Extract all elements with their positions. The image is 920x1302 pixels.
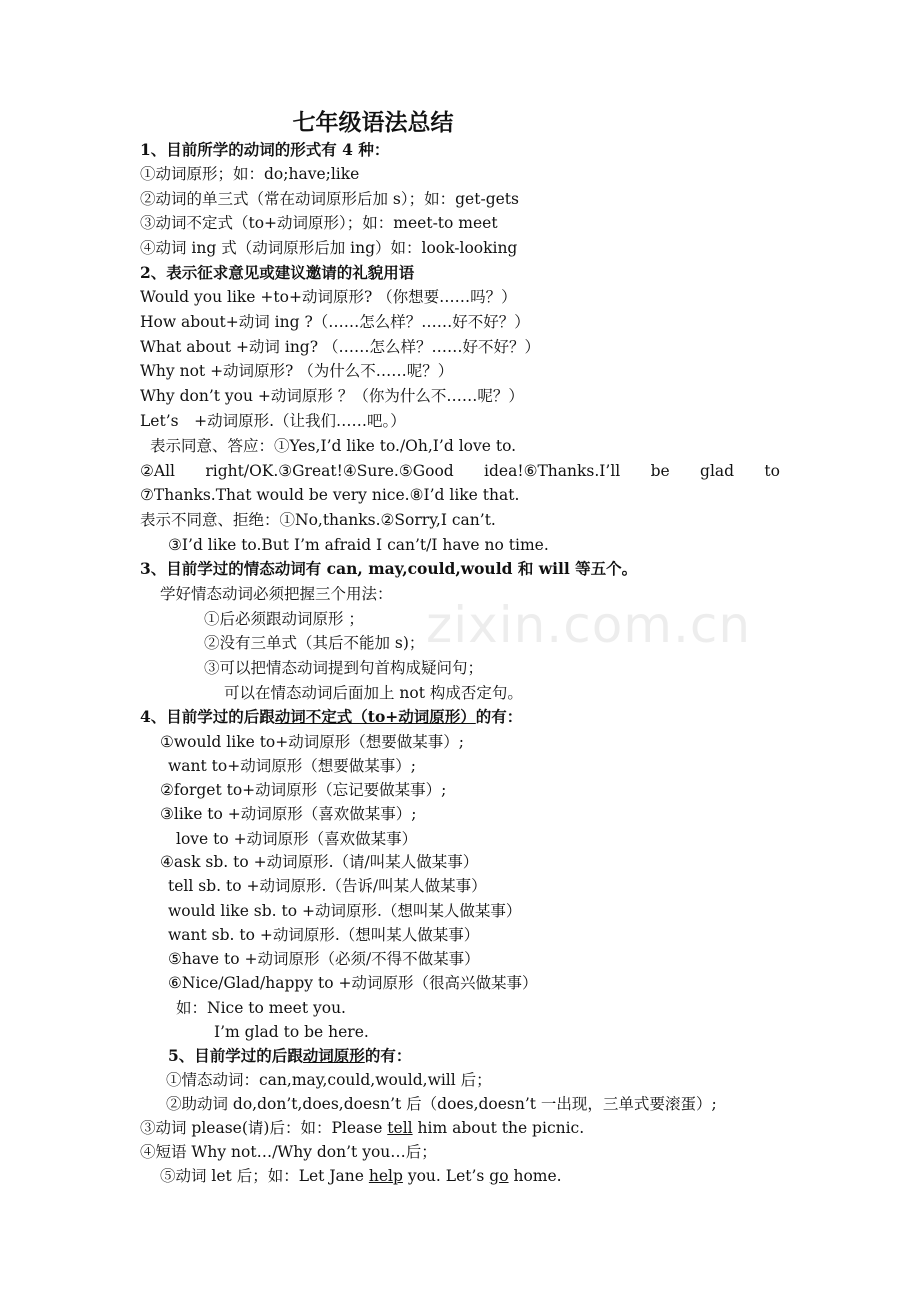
underlined-word: help bbox=[368, 1167, 403, 1185]
section-4-item: ③like to +动词原形（喜欢做某事）; bbox=[160, 805, 417, 823]
refuse-line-2: ③I’d like to.But I’m afraid I can’t/I have no time. bbox=[168, 536, 549, 554]
section-3-item: 可以在情态动词后面加上 not 构成否定句。 bbox=[224, 684, 523, 702]
section-4-item: ⑥Nice/Glad/happy to +动词原形（很高兴做某事） bbox=[168, 974, 538, 992]
section-3-item: ③可以把情态动词提到句首构成疑问句； bbox=[204, 659, 484, 677]
heading-text: 的有： bbox=[475, 707, 523, 726]
agree-word: idea!⑥Thanks.I’ll bbox=[484, 462, 621, 480]
section-5-item bbox=[160, 1164, 562, 1188]
agree-line-2 bbox=[140, 459, 780, 483]
section-2-item: Would you like +to+动词原形? （你想要……吗？） bbox=[140, 288, 517, 306]
section-2-item: Why not +动词原形? （为什么不……呢？） bbox=[140, 362, 454, 380]
section-4-item: want to+动词原形（想要做某事）; bbox=[168, 757, 416, 775]
section-4-item: ⑤have to +动词原形（必须/不得不做某事） bbox=[168, 950, 480, 968]
section-1-item: ③动词不定式（to+动词原形）；如：meet-to meet bbox=[140, 214, 498, 232]
section-1-heading: 1、目前所学的动词的形式有 4 种： bbox=[140, 140, 390, 159]
section-5-item: ④短语 Why not…/Why don’t you…后； bbox=[140, 1143, 437, 1161]
agree-word: glad bbox=[700, 462, 735, 480]
agree-word: right/OK.③Great!④Sure.⑤Good bbox=[205, 462, 454, 480]
section-5-item: ②助动词 do,don’t,does,doesn’t 后（does,doesn’t 一出现，三单式要滚蛋）; bbox=[166, 1095, 717, 1113]
section-2-item: Let’s +动词原形.（让我们……吧。） bbox=[140, 412, 406, 430]
heading-underlined: 动词原形 bbox=[302, 1046, 365, 1065]
section-5-item: ①情态动词：can,may,could,would,will 后； bbox=[166, 1071, 492, 1089]
page-title: 七年级语法总结 bbox=[292, 109, 454, 136]
item-text: ⑤动词 let 后；如：Let Jane bbox=[160, 1167, 369, 1185]
section-4-item: would like sb. to +动词原形.（想叫某人做某事） bbox=[168, 902, 522, 920]
watermark: zixin.com.cn bbox=[426, 596, 752, 654]
section-4-example: 如：Nice to meet you. bbox=[176, 999, 346, 1017]
section-5-item bbox=[140, 1116, 584, 1140]
section-1-item: ①动词原形；如：do;have;like bbox=[140, 165, 360, 183]
section-1-item: ④动词 ing 式（动词原形后加 ing）如：look-looking bbox=[140, 239, 518, 257]
section-5-heading bbox=[168, 1044, 411, 1068]
agree-word: to bbox=[764, 462, 780, 480]
section-4-item: ①would like to+动词原形（想要做某事）; bbox=[160, 733, 464, 751]
refuse-line-1: 表示不同意、拒绝：①No,thanks.②Sorry,I can’t. bbox=[140, 511, 496, 529]
section-2-heading: 2、表示征求意见或建议邀请的礼貌用语 bbox=[140, 263, 415, 282]
section-3-item: ①后必须跟动词原形 ； bbox=[204, 610, 364, 628]
agree-word: be bbox=[650, 462, 670, 480]
item-text: you. Let’s bbox=[402, 1167, 490, 1185]
section-2-item: What about +动词 ing? （……怎么样？……好不好？） bbox=[140, 338, 540, 356]
heading-text: 的有： bbox=[364, 1046, 412, 1065]
section-4-item: tell sb. to +动词原形.（告诉/叫某人做某事） bbox=[168, 877, 487, 895]
section-4-item: ②forget to+动词原形（忘记要做某事）; bbox=[160, 781, 447, 799]
section-4-item: love to +动词原形（喜欢做某事） bbox=[176, 830, 418, 848]
section-4-heading bbox=[140, 705, 522, 729]
heading-text: 5、目前学过的后跟 bbox=[168, 1046, 303, 1065]
agree-line-1: 表示同意、答应：①Yes,I’d like to./Oh,I’d love to. bbox=[150, 437, 517, 455]
heading-text: 4、目前学过的后跟 bbox=[140, 707, 275, 726]
underlined-word: go bbox=[489, 1167, 509, 1185]
item-text: him about the picnic. bbox=[412, 1119, 585, 1137]
agree-line-3: ⑦Thanks.That would be very nice.⑧I’d like that. bbox=[140, 486, 520, 504]
section-4-item: ④ask sb. to +动词原形.（请/叫某人做某事） bbox=[160, 853, 479, 871]
section-4-item: want sb. to +动词原形.（想叫某人做某事） bbox=[168, 926, 480, 944]
section-4-example: I’m glad to be here. bbox=[214, 1023, 369, 1041]
section-1-item: ②动词的单三式（常在动词原形后加 s）；如：get-gets bbox=[140, 190, 519, 208]
heading-underlined: 动词不定式（to+动词原形） bbox=[274, 707, 476, 726]
section-2-item: How about+动词 ing ?（……怎么样？……好不好？） bbox=[140, 313, 530, 331]
item-text: home. bbox=[508, 1167, 562, 1185]
underlined-word: tell bbox=[387, 1119, 413, 1137]
section-3-heading: 3、目前学过的情态动词有 can, may,could,would 和 will 等五个。 bbox=[140, 559, 638, 578]
section-3-item: ②没有三单式（其后不能加 s)； bbox=[204, 634, 425, 652]
section-3-intro: 学好情态动词必须把握三个用法： bbox=[160, 585, 393, 603]
item-text: ③动词 please(请)后：如：Please bbox=[140, 1119, 388, 1137]
section-2-item: Why don’t you +动词原形 ？（你为什么不……呢？） bbox=[140, 387, 524, 405]
agree-word: ②All bbox=[140, 462, 176, 480]
